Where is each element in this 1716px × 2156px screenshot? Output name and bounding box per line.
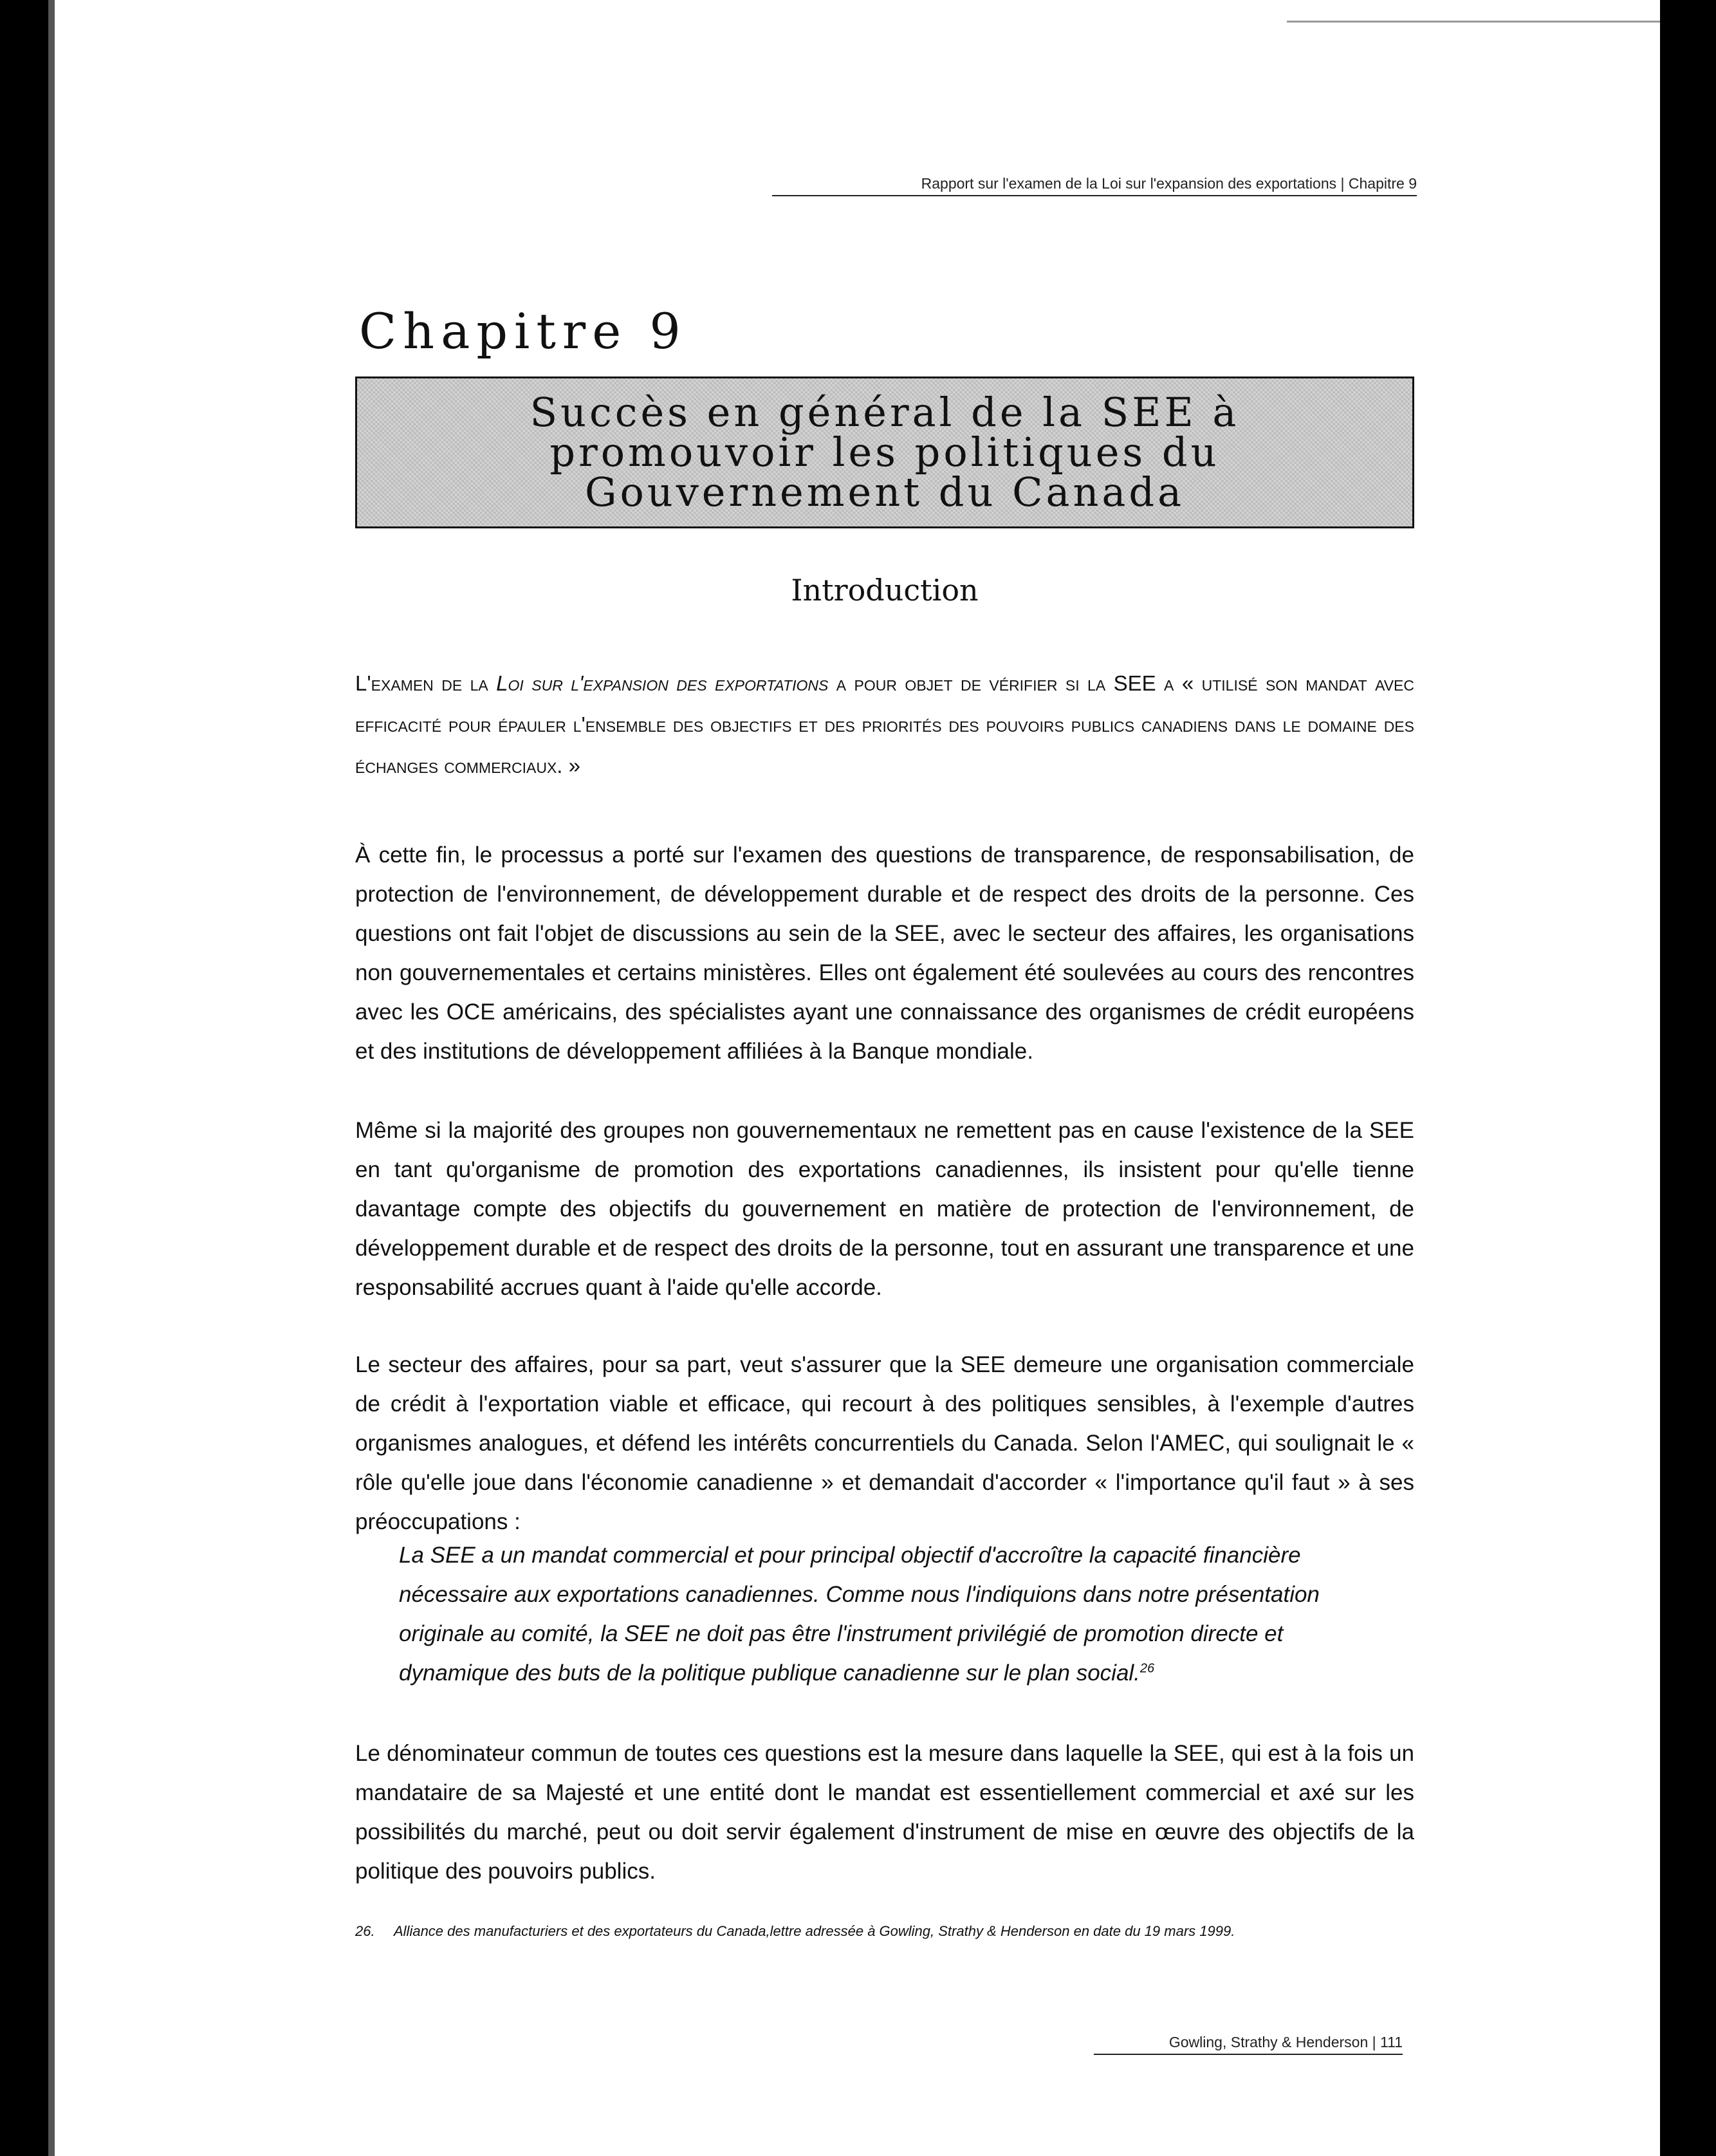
section-heading-introduction: Introduction bbox=[791, 573, 979, 608]
paragraph-1: À cette fin, le processus a porté sur l'examen des questions de transparence, de responsabilisation, de protection de l'environnement, de développement durable et de respect des droits de la personne. Ces questions ont fait l'objet de discussions au sein de la SEE, avec le secteur des affaires, les organisations non gouvernementales et certains ministères. Elles ont également été soulevées au cours des rencontres avec les OCE américains, des spécialistes ayant une connaissance des organismes de crédit européens et des institutions de développement affiliées à la Banque mondiale. bbox=[355, 842, 1414, 1064]
lead-part1: L'examen de la bbox=[355, 671, 497, 695]
footnote-ref-26[interactable]: 26 bbox=[1139, 1661, 1155, 1676]
running-head-chapter: Chapitre 9 bbox=[1348, 175, 1417, 192]
footnote-text: Alliance des manufacturiers et des exportateurs du Canada,lettre adressée à Gowling, Strathy & Henderson en date du 19 mars 1999. bbox=[394, 1923, 1235, 1939]
page-footer bbox=[1094, 2034, 1403, 2055]
lead-paragraph bbox=[355, 663, 1414, 786]
block-quote bbox=[399, 1536, 1325, 1693]
footnote-number: 26. bbox=[355, 1923, 375, 1939]
paragraph-4: Le dénominateur commun de toutes ces questions est la mesure dans laquelle la SEE, qui est à la fois un mandataire de sa Majesté et une entité dont le mandat est essentiellement commercial et axé sur les possibilités du marché, peut ou doit servir également d'instrument de mise en œuvre des objectifs de la politique des pouvoirs publics. bbox=[355, 1741, 1414, 1884]
footer-separator: | bbox=[1372, 2034, 1381, 2050]
footer-firm: Gowling, Strathy & Henderson bbox=[1168, 2034, 1369, 2050]
scan-border-right bbox=[1660, 0, 1716, 2156]
running-head bbox=[772, 175, 1417, 196]
quote-text: La SEE a un mandat commercial et pour principal objectif d'accroître la capacité financière nécessaire aux exportations canadiennes. Comme nous l'indiquions dans notre présentation originale au comité, la SEE ne doit pas être l'instrument privilégié de promotion directe et dynamique des buts de la politique publique canadienne sur le plan social. bbox=[399, 1543, 1320, 1686]
running-head-separator: | bbox=[1340, 175, 1349, 192]
lead-part2: a pour objet de vérifier si la SEE a « utilisé son mandat avec efficacité pour épauler l'ensemble des objectifs et des priorités des pouvoirs publics canadiens dans le domaine des échanges commerciaux. » bbox=[355, 671, 1414, 777]
running-head-title: Rapport sur l'examen de la Loi sur l'expansion des exportations bbox=[921, 175, 1337, 192]
paragraph-3: Le secteur des affaires, pour sa part, veut s'assurer que la SEE demeure une organisation commerciale de crédit à l'exportation viable et efficace, qui recourt à des politiques sensibles, à l'exemple d'autres organismes analogues, et défend les intérêts concurrentiels du Canada. Selon l'AMEC, qui soulignait le « rôle qu'elle joue dans l'économie canadienne » et demandait d'accorder « l'importance qu'il faut » à ses préoccupations : bbox=[355, 1352, 1414, 1534]
chapter-banner bbox=[355, 376, 1414, 528]
scan-top-line bbox=[1287, 21, 1673, 23]
footnote bbox=[355, 1923, 1414, 1940]
page-number: 111 bbox=[1380, 2034, 1403, 2050]
scan-border-left-edge bbox=[48, 0, 55, 2156]
scan-border-left bbox=[0, 0, 48, 2156]
chapter-title: Chapitre 9 bbox=[359, 302, 687, 360]
lead-law-title: Loi sur l'expansion des exportations bbox=[496, 671, 829, 695]
banner-title: Succès en général de la SEE à promouvoir les politiques du Gouvernement du Canada bbox=[530, 389, 1240, 516]
paragraph-2: Même si la majorité des groupes non gouvernementaux ne remettent pas en cause l'existence de la SEE en tant qu'organisme de promotion des exportations canadiennes, ils insistent pour qu'elle tienne davantage compte des objectifs du gouvernement en matière de protection de l'environnement, de développement durable et de respect des droits de la personne, tout en assurant une transparence et une responsabilité accrues quant à l'aide qu'elle accorde. bbox=[355, 1118, 1414, 1300]
